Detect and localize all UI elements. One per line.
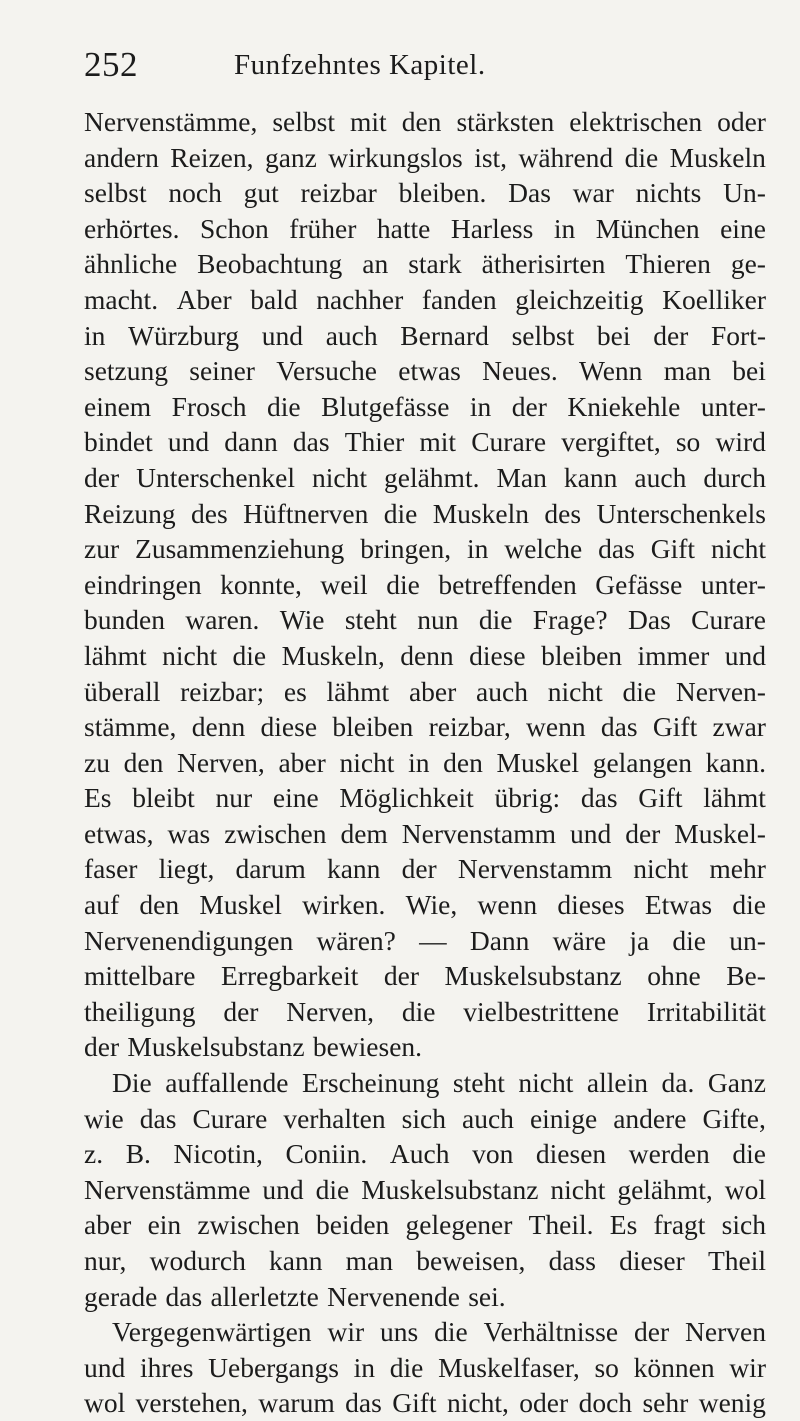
text-line: auf den Muskel wirken. Wie, wenn dieses Etwas die xyxy=(84,889,766,921)
text-line: z. B. Nicotin, Coniin. Auch von diesen werden die xyxy=(84,1138,766,1170)
text-line: in Würzburg und auch Bernard selbst bei der Fort- xyxy=(84,319,766,351)
text-line: eindringen konnte, weil die betreffenden Gefässe unter- xyxy=(84,568,766,600)
text-line: Reizung des Hüftnerven die Muskeln des Unterschenkels xyxy=(84,497,766,529)
text-line: etwas, was zwischen dem Nervenstamm und der Muskel- xyxy=(84,817,766,849)
text-line: setzung seiner Versuche etwas Neues. Wenn man bei xyxy=(84,355,766,387)
text-line: und ihres Uebergangs in die Muskelfaser, so können wir xyxy=(84,1351,766,1383)
page-number: 252 xyxy=(84,45,138,84)
text-line: der Unterschenkel nicht gelähmt. Man kann auch durch xyxy=(84,461,766,493)
text-line: einem Frosch die Blutgefässe in der Kniekehle unter- xyxy=(84,390,766,422)
text-line: Die auffallende Erscheinung steht nicht allein da. Ganz xyxy=(112,1067,766,1099)
text-line: Es bleibt nur eine Möglichkeit übrig: das Gift lähmt xyxy=(84,782,766,814)
text-line: bindet und dann das Thier mit Curare vergiftet, so wird xyxy=(84,426,766,458)
text-line: zu den Nerven, aber nicht in den Muskel gelangen kann. xyxy=(84,746,766,778)
text-line: überall reizbar; es lähmt aber auch nicht die Nerven- xyxy=(84,675,766,707)
text-line: Vergegenwärtigen wir uns die Verhältnisse der Nerven xyxy=(112,1316,766,1348)
text-line: gerade das allerletzte Nervenende sei. xyxy=(84,1280,506,1312)
text-line: wol verstehen, warum das Gift nicht, oder doch sehr wenig xyxy=(84,1387,766,1419)
text-line: ähnliche Beobachtung an stark ätherisirten Thieren ge- xyxy=(84,248,766,280)
text-line: theiligung der Nerven, die vielbestrittene Irritabilität xyxy=(84,995,766,1027)
body-text xyxy=(84,104,766,1421)
running-title: Funfzehntes Kapitel. xyxy=(234,49,486,81)
text-line: Nervenstämme und die Muskelsubstanz nicht gelähmt, wol xyxy=(84,1173,766,1205)
text-line: erhörtes. Schon früher hatte Harless in München eine xyxy=(84,212,766,244)
page-header xyxy=(84,38,724,92)
text-line: lähmt nicht die Muskeln, denn diese bleiben immer und xyxy=(84,639,766,671)
text-line: nur, wodurch kann man beweisen, dass dieser Theil xyxy=(84,1245,766,1276)
text-line: bunden waren. Wie steht nun die Frage? Das Curare xyxy=(84,604,766,636)
text-line: macht. Aber bald nachher fanden gleichzeitig Koelliker xyxy=(84,283,766,315)
text-line: andern Reizen, ganz wirkungslos ist, während die Muskeln xyxy=(84,141,766,173)
text-line: zur Zusammenziehung bringen, in welche das Gift nicht xyxy=(84,533,766,565)
text-line: der Muskelsubstanz bewiesen. xyxy=(84,1031,423,1063)
text-line: wie das Curare verhalten sich auch einige andere Gifte, xyxy=(84,1102,766,1134)
text-line: stämme, denn diese bleiben reizbar, wenn das Gift zwar xyxy=(84,711,766,743)
text-line: selbst noch gut reizbar bleiben. Das war nichts Un- xyxy=(84,177,766,209)
text-line: Nervenstämme, selbst mit den stärksten elektrischen oder xyxy=(84,106,766,137)
text-line: faser liegt, darum kann der Nervenstamm nicht mehr xyxy=(84,853,766,885)
text-line: Nervenendigungen wären? — Dann wäre ja die un- xyxy=(84,924,766,956)
text-line: aber ein zwischen beiden gelegener Theil. Es fragt sich xyxy=(84,1209,766,1241)
text-line: mittelbare Erregbarkeit der Muskelsubstanz ohne Be- xyxy=(84,960,766,992)
